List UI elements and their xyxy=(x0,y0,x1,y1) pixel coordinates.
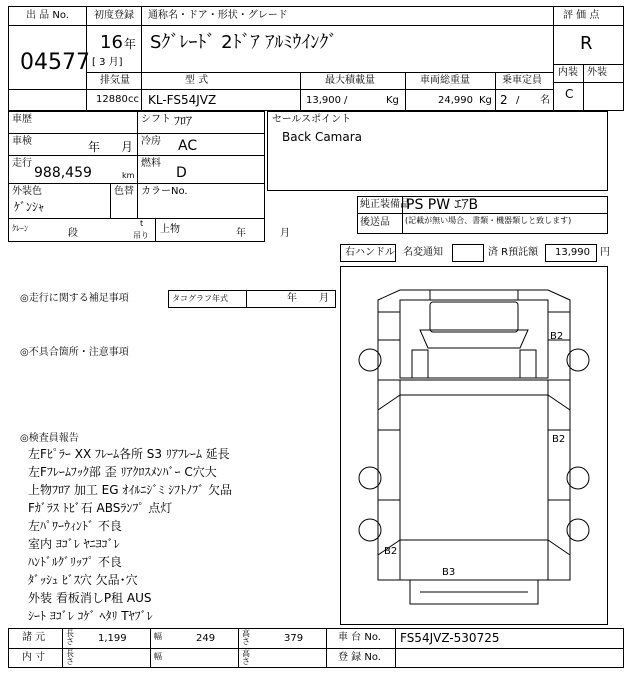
aftermarket-note: (記載が無い場合、書類・機器類しと致します) xyxy=(405,216,572,225)
interior-label: 内装 xyxy=(558,67,578,78)
inspector-report-title: ◎検査員報告 xyxy=(20,433,79,444)
ac-label: 冷房 xyxy=(141,136,161,147)
recycle-value: 13,990 xyxy=(555,247,590,258)
model-label: 型 式 xyxy=(185,75,209,86)
report-line: ｼｰﾄ ﾖｺﾞﾚ ｺｹﾞ ﾍﾀﾘ Tﾔﾌﾞﾚ xyxy=(28,609,153,623)
displacement-unit: cc xyxy=(128,94,139,105)
report-line: 左Fﾌﾚｰﾑﾌｯｸ部 歪 ﾘｱｸﾛｽﾒﾝﾊﾞｰ C穴大 xyxy=(28,465,217,479)
displacement-label: 排気量 xyxy=(100,75,130,86)
exterior-color-label: 外装色 xyxy=(12,186,42,197)
lot-label: 出 品 No. xyxy=(26,10,69,21)
chassis-label: 車 台 No. xyxy=(338,632,381,643)
damage-mark: B2 xyxy=(550,331,564,342)
inner-height-label: 高さ xyxy=(242,649,250,666)
report-line: 室内 ﾖｺﾞﾚ ﾔﾆﾖｺﾞﾚ xyxy=(28,537,120,551)
inspection-month: 月 xyxy=(121,140,134,154)
first-registration-year: 16 xyxy=(100,32,123,53)
length-label: 長さ xyxy=(66,629,74,646)
seats-separator: / xyxy=(516,95,520,106)
crane-ton: t xyxy=(140,219,144,228)
driving-notes-title: ◎走行に関する補足事項 xyxy=(20,293,129,304)
report-line: 上物ﾌﾛｱ 加工 EG ｵｲﾙﾆｼﾞﾐ ｼﾌﾄﾉﾌﾞ 欠品 xyxy=(28,483,232,497)
capacity-value: 13,900 xyxy=(306,95,341,106)
lot-number: 04577 xyxy=(20,50,90,75)
height-value: 379 xyxy=(284,633,304,644)
first-registration-month: [ 3 月] xyxy=(92,57,123,68)
shift-label: シフト xyxy=(141,114,171,125)
report-line: ﾀﾞｯｼｭ ﾋﾞｽ穴 欠品･穴 xyxy=(28,573,138,587)
upper-label: 上物 xyxy=(160,224,180,235)
capacity-separator: / xyxy=(344,95,348,106)
tacho-year: 年 xyxy=(287,293,297,304)
interior-grade: C xyxy=(565,87,574,101)
report-line: 左Fﾋﾟﾗｰ XX ﾌﾚｰﾑ各所 S3 ﾘｱﾌﾚｰﾑ 延長 xyxy=(28,447,230,461)
inspection-year: 年 xyxy=(88,140,101,154)
shift-value: ﾌﾛｱ xyxy=(174,114,193,128)
width-label: 幅 xyxy=(154,632,162,641)
sales-point-label: セールスポイント xyxy=(272,114,352,125)
crane-label: ｸﾚｰﾝ xyxy=(12,224,28,233)
seats-value: 2 xyxy=(500,93,508,107)
upper-year: 年 xyxy=(236,228,246,239)
rhd-label: 右ハンドル xyxy=(345,247,395,258)
year-unit: 年 xyxy=(124,37,137,51)
registration-label: 登 録 No. xyxy=(338,652,381,663)
damage-mark: B2 xyxy=(552,434,566,445)
fuel-value: D xyxy=(176,165,187,181)
car-name: Sｸﾞﾚｰﾄﾞ 2ﾄﾞｱ ｱﾙﾐｳｲﾝｸﾞ xyxy=(150,32,338,53)
crane-stage: 段 xyxy=(68,228,78,239)
yen-label: 円 xyxy=(600,247,610,258)
seats-label: 乗車定員 xyxy=(502,75,542,86)
grade-label: 評 価 点 xyxy=(563,10,600,21)
inner-length-label: 長さ xyxy=(66,649,74,666)
fuel-label: 燃料 xyxy=(141,158,161,169)
ac-value: AC xyxy=(178,138,198,154)
mileage-value: 988,459 xyxy=(34,165,92,181)
tacho-month: 月 xyxy=(319,293,329,304)
overall-grade: R xyxy=(580,33,593,54)
exterior-color-value: ｹﾞﾝｼｬ xyxy=(14,200,45,214)
damage-mark: B2 xyxy=(384,546,398,557)
exterior-label: 外装 xyxy=(587,67,607,78)
recycle-label: 済 R預託額 xyxy=(488,247,539,258)
report-line: 左ﾊﾟﾜｰｳｨﾝﾄﾞ 不良 xyxy=(28,519,122,533)
equipment-label: 純正装備品 xyxy=(360,199,410,210)
width-value: 249 xyxy=(196,633,216,644)
report-line: 外装 看板消しP租 AUS xyxy=(28,591,152,605)
capacity-unit: Kg xyxy=(386,95,399,106)
height-label: 高さ xyxy=(242,629,250,646)
name-change-label: 名変通知 xyxy=(403,247,443,258)
mileage-unit: km xyxy=(122,171,135,180)
model-value: KL-FS54JVZ xyxy=(148,93,217,107)
car-name-label: 通称名・ドア・形状・グレード xyxy=(148,10,288,21)
damage-mark: B3 xyxy=(442,567,456,578)
defects-title: ◎不具合箇所・注意事項 xyxy=(20,347,129,358)
displacement-value: 12880 xyxy=(96,94,128,105)
report-line: Fｶﾞﾗｽ ﾄﾋﾞ石 ABSﾗﾝﾌﾟ 点灯 xyxy=(28,501,173,515)
gross-weight-label: 車両総重量 xyxy=(420,75,470,86)
gross-weight-value: 24,990 xyxy=(438,95,473,106)
sales-point-value: Back Camara xyxy=(282,130,363,144)
inner-width-label: 幅 xyxy=(154,652,162,661)
upper-month: 月 xyxy=(280,228,290,239)
mileage-label: 走行 xyxy=(12,158,32,169)
report-line: ﾊﾝﾄﾞﾙｸﾞﾘｯﾌﾟ 不良 xyxy=(28,555,122,569)
tacho-label: タコグラフ年式 xyxy=(172,294,228,303)
history-label: 車歴 xyxy=(12,114,32,125)
equipment-value: PS PW ｴｱB xyxy=(406,197,479,213)
seats-unit: 名 xyxy=(540,95,550,106)
inspection-label: 車検 xyxy=(12,136,32,147)
inner-dimensions-label: 内 寸 xyxy=(22,652,46,663)
aftermarket-label: 後送品 xyxy=(360,217,390,228)
length-value: 1,199 xyxy=(98,633,127,644)
dimensions-label: 諸 元 xyxy=(22,632,46,643)
first-registration-label: 初度登録 xyxy=(94,10,134,21)
crane-hook: 吊り xyxy=(133,231,149,240)
color-change-label: 色替 xyxy=(114,186,134,197)
color-number-label: カラーNo. xyxy=(141,186,188,197)
gross-weight-unit: Kg xyxy=(479,95,492,106)
chassis-value: FS54JVZ-530725 xyxy=(400,631,500,645)
capacity-label: 最大積載量 xyxy=(325,75,375,86)
